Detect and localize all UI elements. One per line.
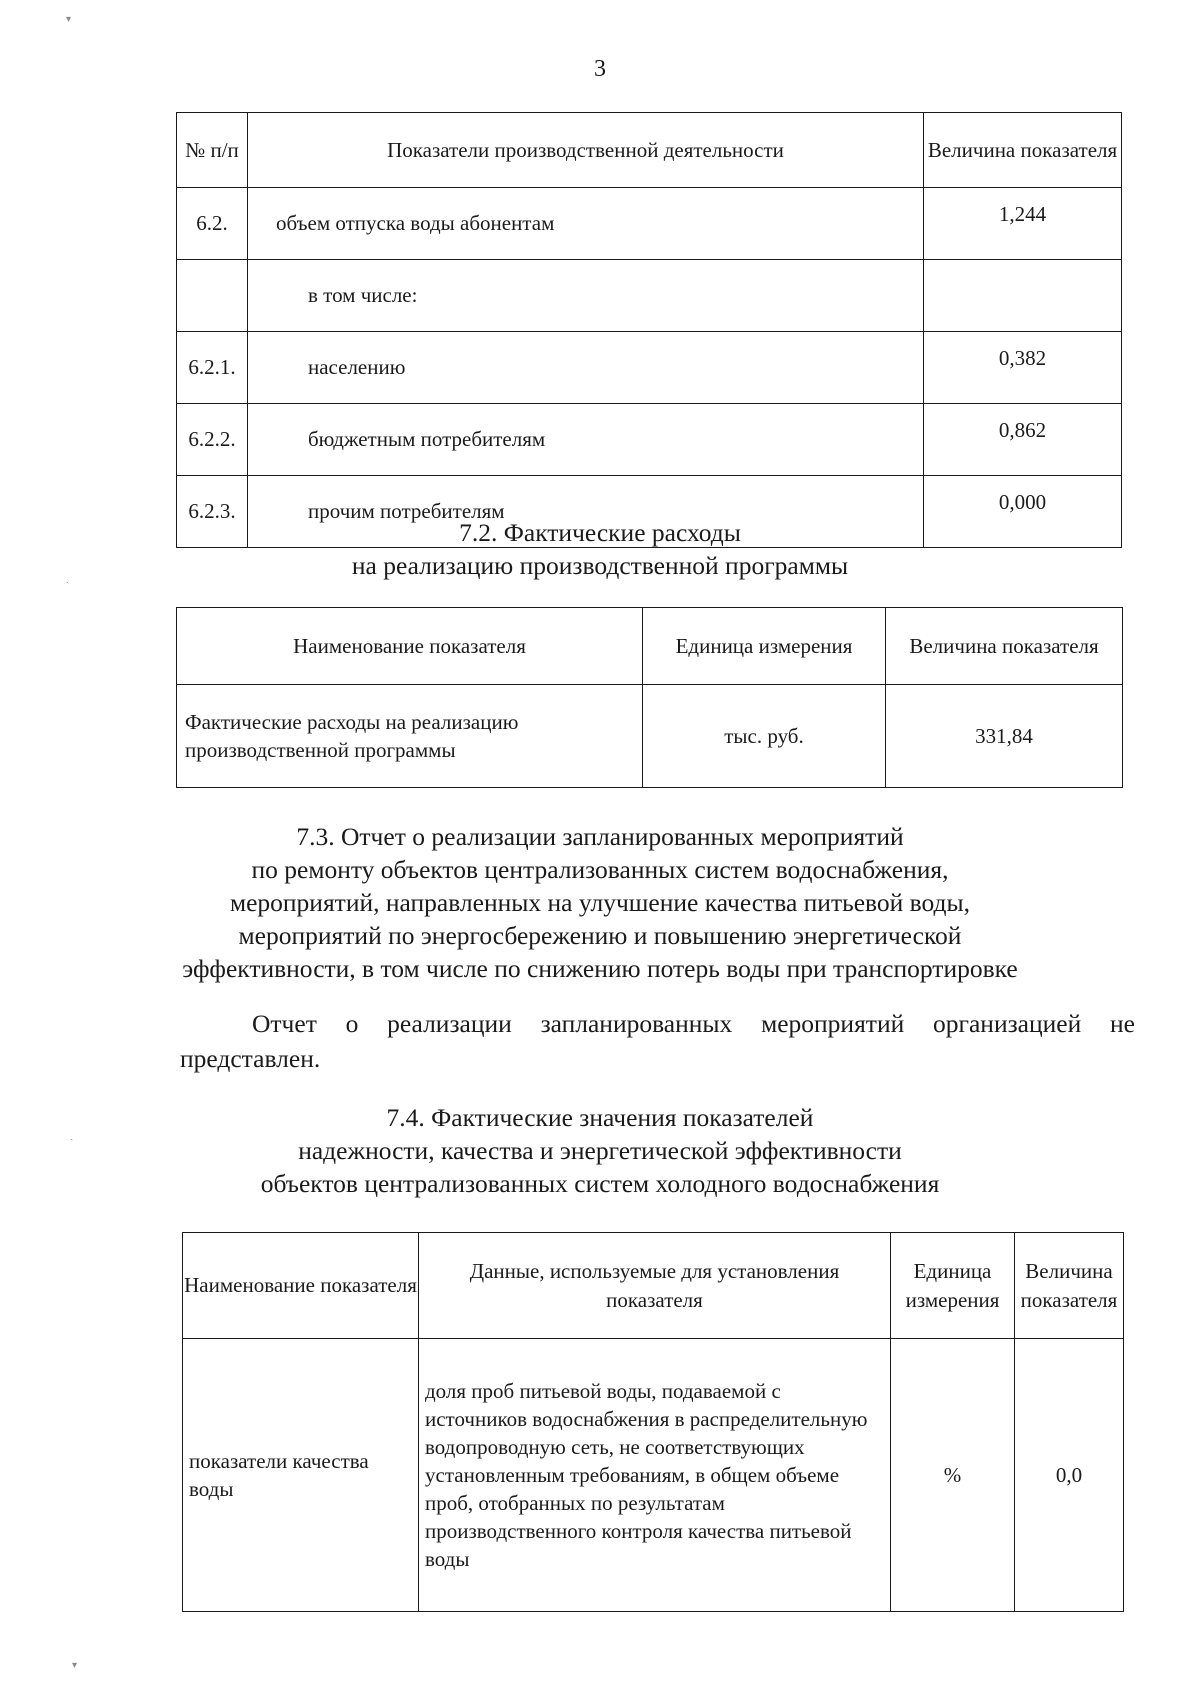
header-indicator-value: Величина показателя xyxy=(886,608,1123,685)
heading-line: эффективности, в том числе по снижению потерь воды при транспортировке xyxy=(182,954,1018,983)
row-num: 6.2. xyxy=(177,188,248,260)
row-value xyxy=(924,260,1122,332)
production-indicators-table xyxy=(176,112,1122,548)
row-data-used: доля проб питьевой воды, подаваемой с источников водоснабжения в распределительную водопроводную сеть, не соответствующих установленным требованиям, в общем объеме проб, отобранных по результатам производственного контроля качества питьевой воды xyxy=(419,1339,891,1612)
row-value: 0,382 xyxy=(924,332,1122,404)
row-name: Фактические расходы на реализацию производственной программы xyxy=(177,685,643,788)
table-row xyxy=(183,1339,1124,1612)
table-row xyxy=(177,188,1122,260)
page-number: 3 xyxy=(594,56,606,82)
header-indicator-name: Наименование показателя xyxy=(183,1233,419,1339)
header-unit: Единица измерения xyxy=(891,1233,1015,1339)
row-num: 6.2.2. xyxy=(177,404,248,476)
header-indicator-value: Величина показателя xyxy=(1015,1233,1124,1339)
table-row xyxy=(177,685,1123,788)
row-name: в том числе: xyxy=(248,260,924,332)
heading-line: объектов централизованных систем холодного водоснабжения xyxy=(260,1169,940,1198)
header-data-used: Данные, используемые для установления показателя xyxy=(419,1233,891,1339)
heading-line: 7.2. Фактические расходы xyxy=(459,518,741,547)
section-heading-7-4 xyxy=(0,1101,1200,1200)
actual-expenses-table xyxy=(176,607,1123,788)
row-unit: % xyxy=(891,1339,1015,1612)
scan-speck: ˏ xyxy=(70,1130,74,1141)
row-num: 6.2.3. xyxy=(177,476,248,548)
header-indicator-name: Показатели производственной деятельности xyxy=(248,113,924,188)
water-quality-indicators-table xyxy=(182,1232,1124,1612)
row-name: прочим потребителям xyxy=(248,476,924,548)
heading-line: мероприятий по энергосбережению и повышению энергетической xyxy=(238,921,962,950)
row-name: бюджетным потребителям xyxy=(248,404,924,476)
scan-speck: ˏ xyxy=(66,573,70,584)
table-header-row xyxy=(177,113,1122,188)
heading-line: по ремонту объектов централизованных систем водоснабжения, xyxy=(251,855,949,884)
header-num: № п/п xyxy=(177,113,248,188)
heading-line: мероприятий, направленных на улучшение качества питьевой воды, xyxy=(229,888,971,917)
report-paragraph: Отчет о реализации запланированных мероприятий организацией не представлен. xyxy=(180,1009,1135,1073)
heading-line: надежности, качества и энергетической эффективности xyxy=(298,1136,902,1165)
heading-line: 7.3. Отчет о реализации запланированных мероприятий xyxy=(296,822,904,851)
section-heading-7-2 xyxy=(0,516,1200,582)
row-value: 1,244 xyxy=(924,188,1122,260)
section-heading-7-3 xyxy=(0,820,1200,985)
row-value: 0,862 xyxy=(924,404,1122,476)
row-value: 0,000 xyxy=(924,476,1122,548)
table-row xyxy=(177,332,1122,404)
row-name: населению xyxy=(248,332,924,404)
header-indicator-name: Наименование показателя xyxy=(177,608,643,685)
header-indicator-value: Величина показателя xyxy=(924,113,1122,188)
row-num: 6.2.1. xyxy=(177,332,248,404)
table-row xyxy=(177,404,1122,476)
table-row xyxy=(177,260,1122,332)
row-value: 0,0 xyxy=(1015,1339,1124,1612)
row-name: объем отпуска воды абонентам xyxy=(248,188,924,260)
heading-line: 7.4. Фактические значения показателей xyxy=(386,1103,814,1132)
scan-speck: ▾ xyxy=(66,14,72,25)
row-value: 331,84 xyxy=(886,685,1123,788)
scan-speck: ▾ xyxy=(72,1660,78,1671)
table-header-row xyxy=(177,608,1123,685)
row-name: показатели качества воды xyxy=(183,1339,419,1612)
table-header-row xyxy=(183,1233,1124,1339)
header-unit: Единица измерения xyxy=(643,608,886,685)
row-unit: тыс. руб. xyxy=(643,685,886,788)
row-num xyxy=(177,260,248,332)
heading-line: на реализацию производственной программы xyxy=(351,551,849,580)
